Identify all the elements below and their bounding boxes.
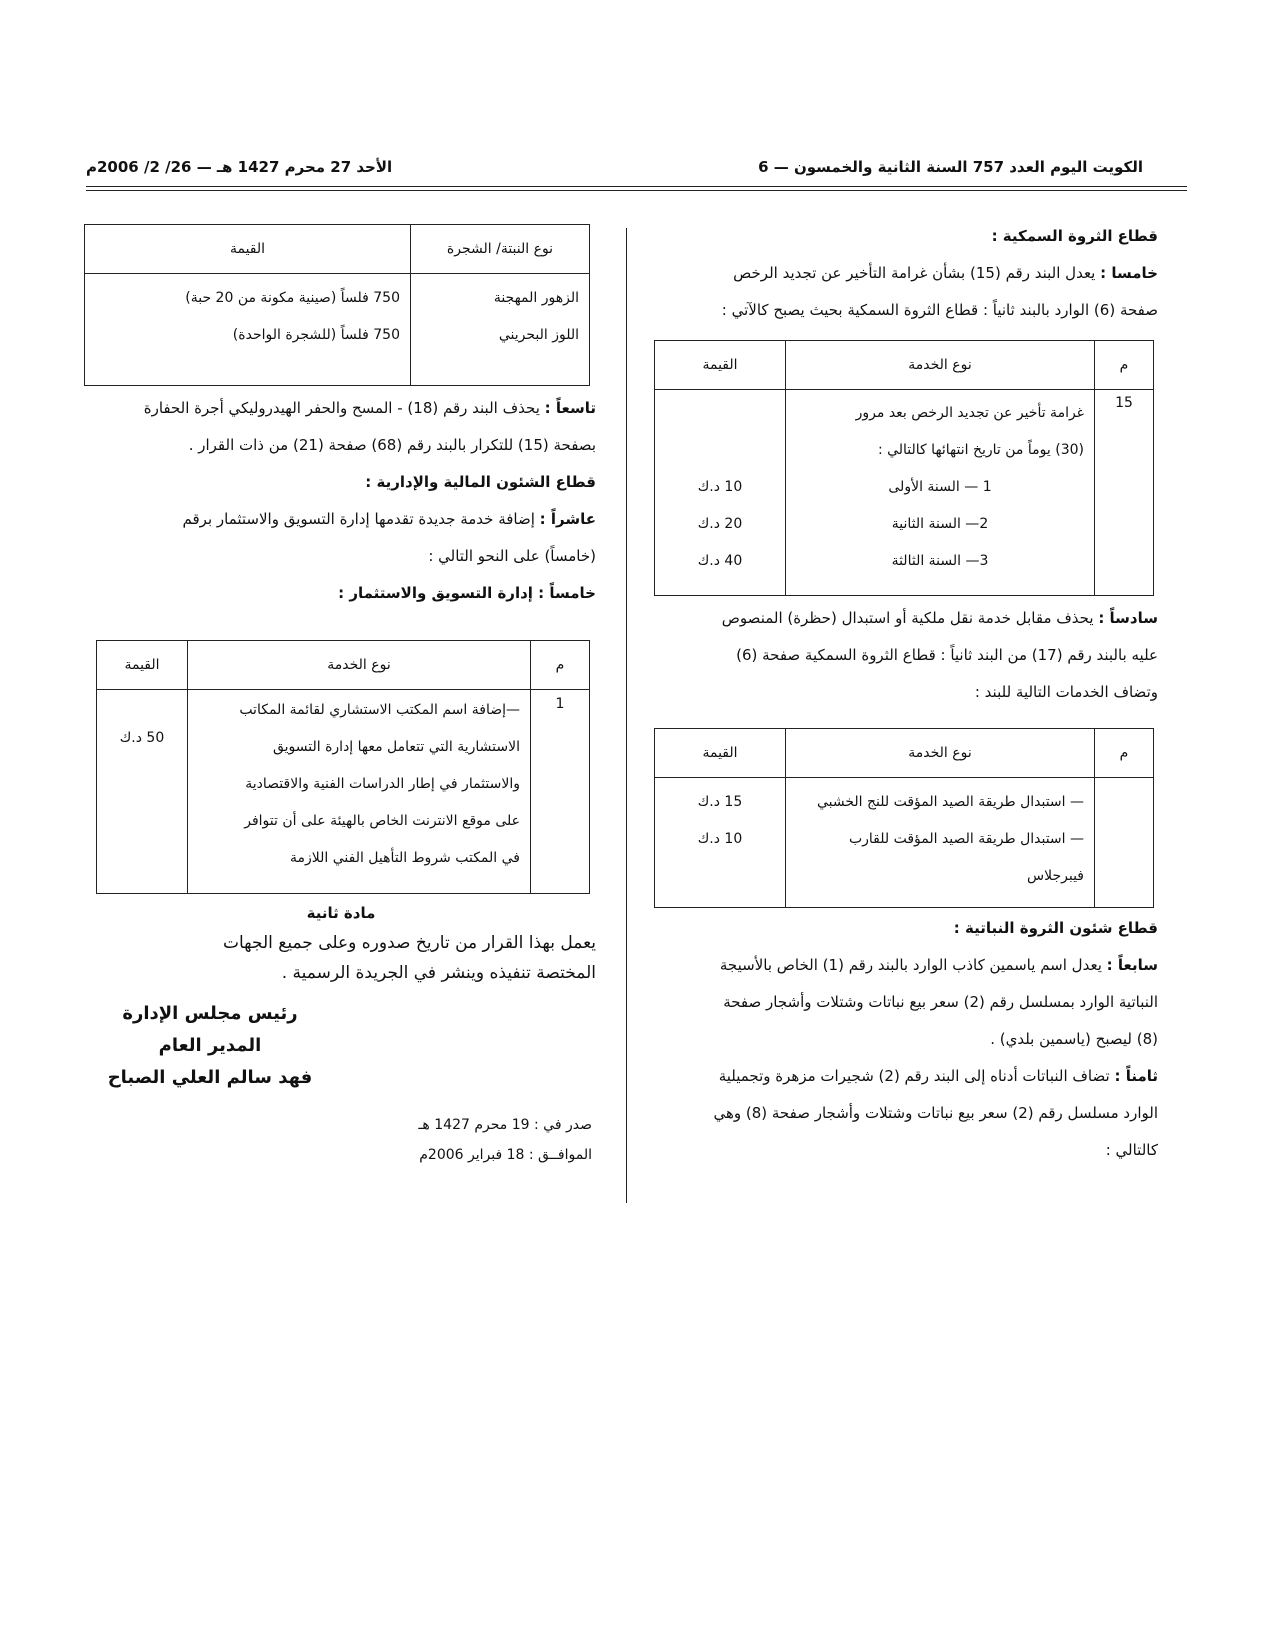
plant-sector-block [648, 910, 1158, 1169]
item-fifth-line-1: خامسا : يعدل البند رقم (15) بشأن غرامة التأخير عن تجديد الرخص [733, 264, 1158, 282]
table-header-service: نوع الخدمة [188, 641, 531, 690]
table-header-plant: نوع النبتة/ الشجرة [411, 225, 590, 274]
table-header-no: م [531, 641, 590, 690]
header-issue-info: الكويت اليوم العدد 757 السنة الثانية والخمسون — 6 [758, 158, 1143, 176]
header-date: الأحد 27 محرم 1427 هـ — 26/ 2/ 2006م [86, 158, 393, 176]
issue-date-hijri: صدر في : 19 محرم 1427 هـ [418, 1117, 592, 1133]
item-seventh-line-2: النباتية الوارد بمسلسل رقم (2) سعر بيع نباتات وشتلات وأشجار صفحة [723, 993, 1158, 1011]
fish-fine-table [654, 340, 1154, 596]
item-eighth-label: ثامناً : [1114, 1067, 1158, 1085]
fish-sector-block [648, 218, 1158, 329]
table-header-value: القيمة [655, 729, 786, 778]
table-value-cell: 750 فلساً (صينية مكونة من 20 حبة) 750 فلساً (للشجرة الواحدة) [85, 274, 411, 386]
item-seventh-line-3: (8) ليصبح (ياسمين بلدي) . [990, 1030, 1158, 1048]
item-eighth-line-1: ثامناً : تضاف النباتات أدناه إلى البند رقم (2) شجيرات مزهرة وتجميلية [718, 1067, 1158, 1085]
table-row-number [1095, 778, 1154, 908]
table-header-service: نوع الخدمة [786, 341, 1095, 390]
table-header-value: القيمة [97, 641, 188, 690]
signature-block [90, 998, 330, 1094]
item-sixth-line-3: وتضاف الخدمات التالية للبند : [974, 683, 1158, 701]
item-eighth-line-2: الوارد مسلسل رقم (2) سعر بيع نباتات وشتلات وأشجار صفحة (8) وهي [713, 1104, 1158, 1122]
article-two-line-1: يعمل بهذا القرار من تاريخ صدوره وعلى جميع الجهات [222, 933, 596, 953]
issue-date-block [380, 1110, 592, 1170]
table-value-cell: 10 د.ك 20 د.ك 40 د.ك [655, 390, 786, 596]
table-row-number: 15 [1095, 390, 1154, 596]
table-header-value: القيمة [655, 341, 786, 390]
item-fifth-label: خامسا : [1100, 264, 1158, 282]
item-seventh-label: سابعاً : [1106, 956, 1158, 974]
table-header-service: نوع الخدمة [786, 729, 1095, 778]
article-two-block [86, 898, 596, 988]
table-row-number: 1 [531, 690, 590, 894]
header-rule-thin [86, 190, 1187, 191]
table-header-no: م [1095, 729, 1154, 778]
item-tenth-line-2: (خامساً) على النحو التالي : [428, 547, 596, 565]
marketing-sub-heading: خامساً : إدارة التسويق والاستثمار : [338, 584, 596, 602]
item-ninth-line-1: تاسعاً : يحذف البند رقم (18) - المسح والحفر الهيدروليكي أجرة الحفارة [143, 399, 596, 417]
article-two-line-2: المختصة تنفيذه وينشر في الجريدة الرسمية . [281, 963, 596, 983]
item-tenth-label: عاشراً : [539, 510, 596, 528]
item-tenth-line-1: عاشراً : إضافة خدمة جديدة تقدمها إدارة التسويق والاستثمار برقم [182, 510, 596, 528]
finance-sector-heading: قطاع الشئون المالية والإدارية : [365, 473, 596, 491]
signature-title-director: المدير العام [158, 1035, 262, 1056]
item-ninth-block [86, 390, 596, 612]
plant-sector-heading: قطاع شئون الثروة النباتية : [953, 919, 1158, 937]
item-sixth-line-1: سادساً : يحذف مقابل خدمة نقل ملكية أو استبدال (حظرة) المنصوص [721, 609, 1158, 627]
table-service-cell: غرامة تأخير عن تجديد الرخص بعد مرور (30) يوماً من تاريخ انتهائها كالتالي : 1 — السنة الأولى 2— السنة الثانية 3— السنة الثالثة [786, 390, 1095, 596]
table-service-cell: — استبدال طريقة الصيد المؤقت للنج الخشبي — استبدال طريقة الصيد المؤقت للقارب فيبرجلاس [786, 778, 1095, 908]
fish-sector-heading: قطاع الثروة السمكية : [991, 227, 1158, 245]
item-fifth-line-2: صفحة (6) الوارد بالبند ثانياً : قطاع الثروة السمكية بحيث يصبح كالآتي : [721, 301, 1158, 319]
item-ninth-line-2: بصفحة (15) للتكرار بالبند رقم (68) صفحة (21) من ذات القرار . [188, 436, 596, 454]
article-two-heading: مادة ثانية [306, 904, 376, 922]
fishing-method-table [654, 728, 1154, 908]
item-sixth-label: سادساً : [1098, 609, 1158, 627]
plants-price-table [84, 224, 590, 386]
marketing-service-table [96, 640, 590, 894]
table-header-value: القيمة [85, 225, 411, 274]
column-divider [626, 228, 627, 1203]
item-sixth-line-2: عليه بالبند رقم (17) من البند ثانياً : قطاع الثروة السمكية صفحة (6) [736, 646, 1158, 664]
table-value-cell: 50 د.ك [97, 690, 188, 894]
signature-name: فهد سالم العلي الصباح [107, 1067, 313, 1088]
table-header-no: م [1095, 341, 1154, 390]
issue-date-gregorian: الموافــق : 18 فبراير 2006م [419, 1147, 592, 1163]
item-eighth-line-3: كالتالي : [1105, 1141, 1158, 1159]
header-rule [86, 186, 1187, 187]
table-value-cell: 15 د.ك 10 د.ك [655, 778, 786, 908]
table-plant-cell: الزهور المهجنة اللوز البحريني [411, 274, 590, 386]
item-seventh-line-1: سابعاً : يعدل اسم ياسمين كاذب الوارد بالبند رقم (1) الخاص بالأسيجة [719, 956, 1158, 974]
item-ninth-label: تاسعاً : [544, 399, 596, 417]
item-sixth-block [648, 600, 1158, 711]
table-service-cell: —إضافة اسم المكتب الاستشاري لقائمة المكاتب الاستشارية التي تتعامل معها إدارة التسويق والاستثمار في إطار الدراسات الفنية والاقتصادية على موقع الانترنت الخاص بالهيئة على أن تتوافر في المكتب شروط التأهيل الفني اللازمة [188, 690, 531, 894]
signature-title-chairman: رئيس مجلس الإدارة [122, 1003, 298, 1024]
